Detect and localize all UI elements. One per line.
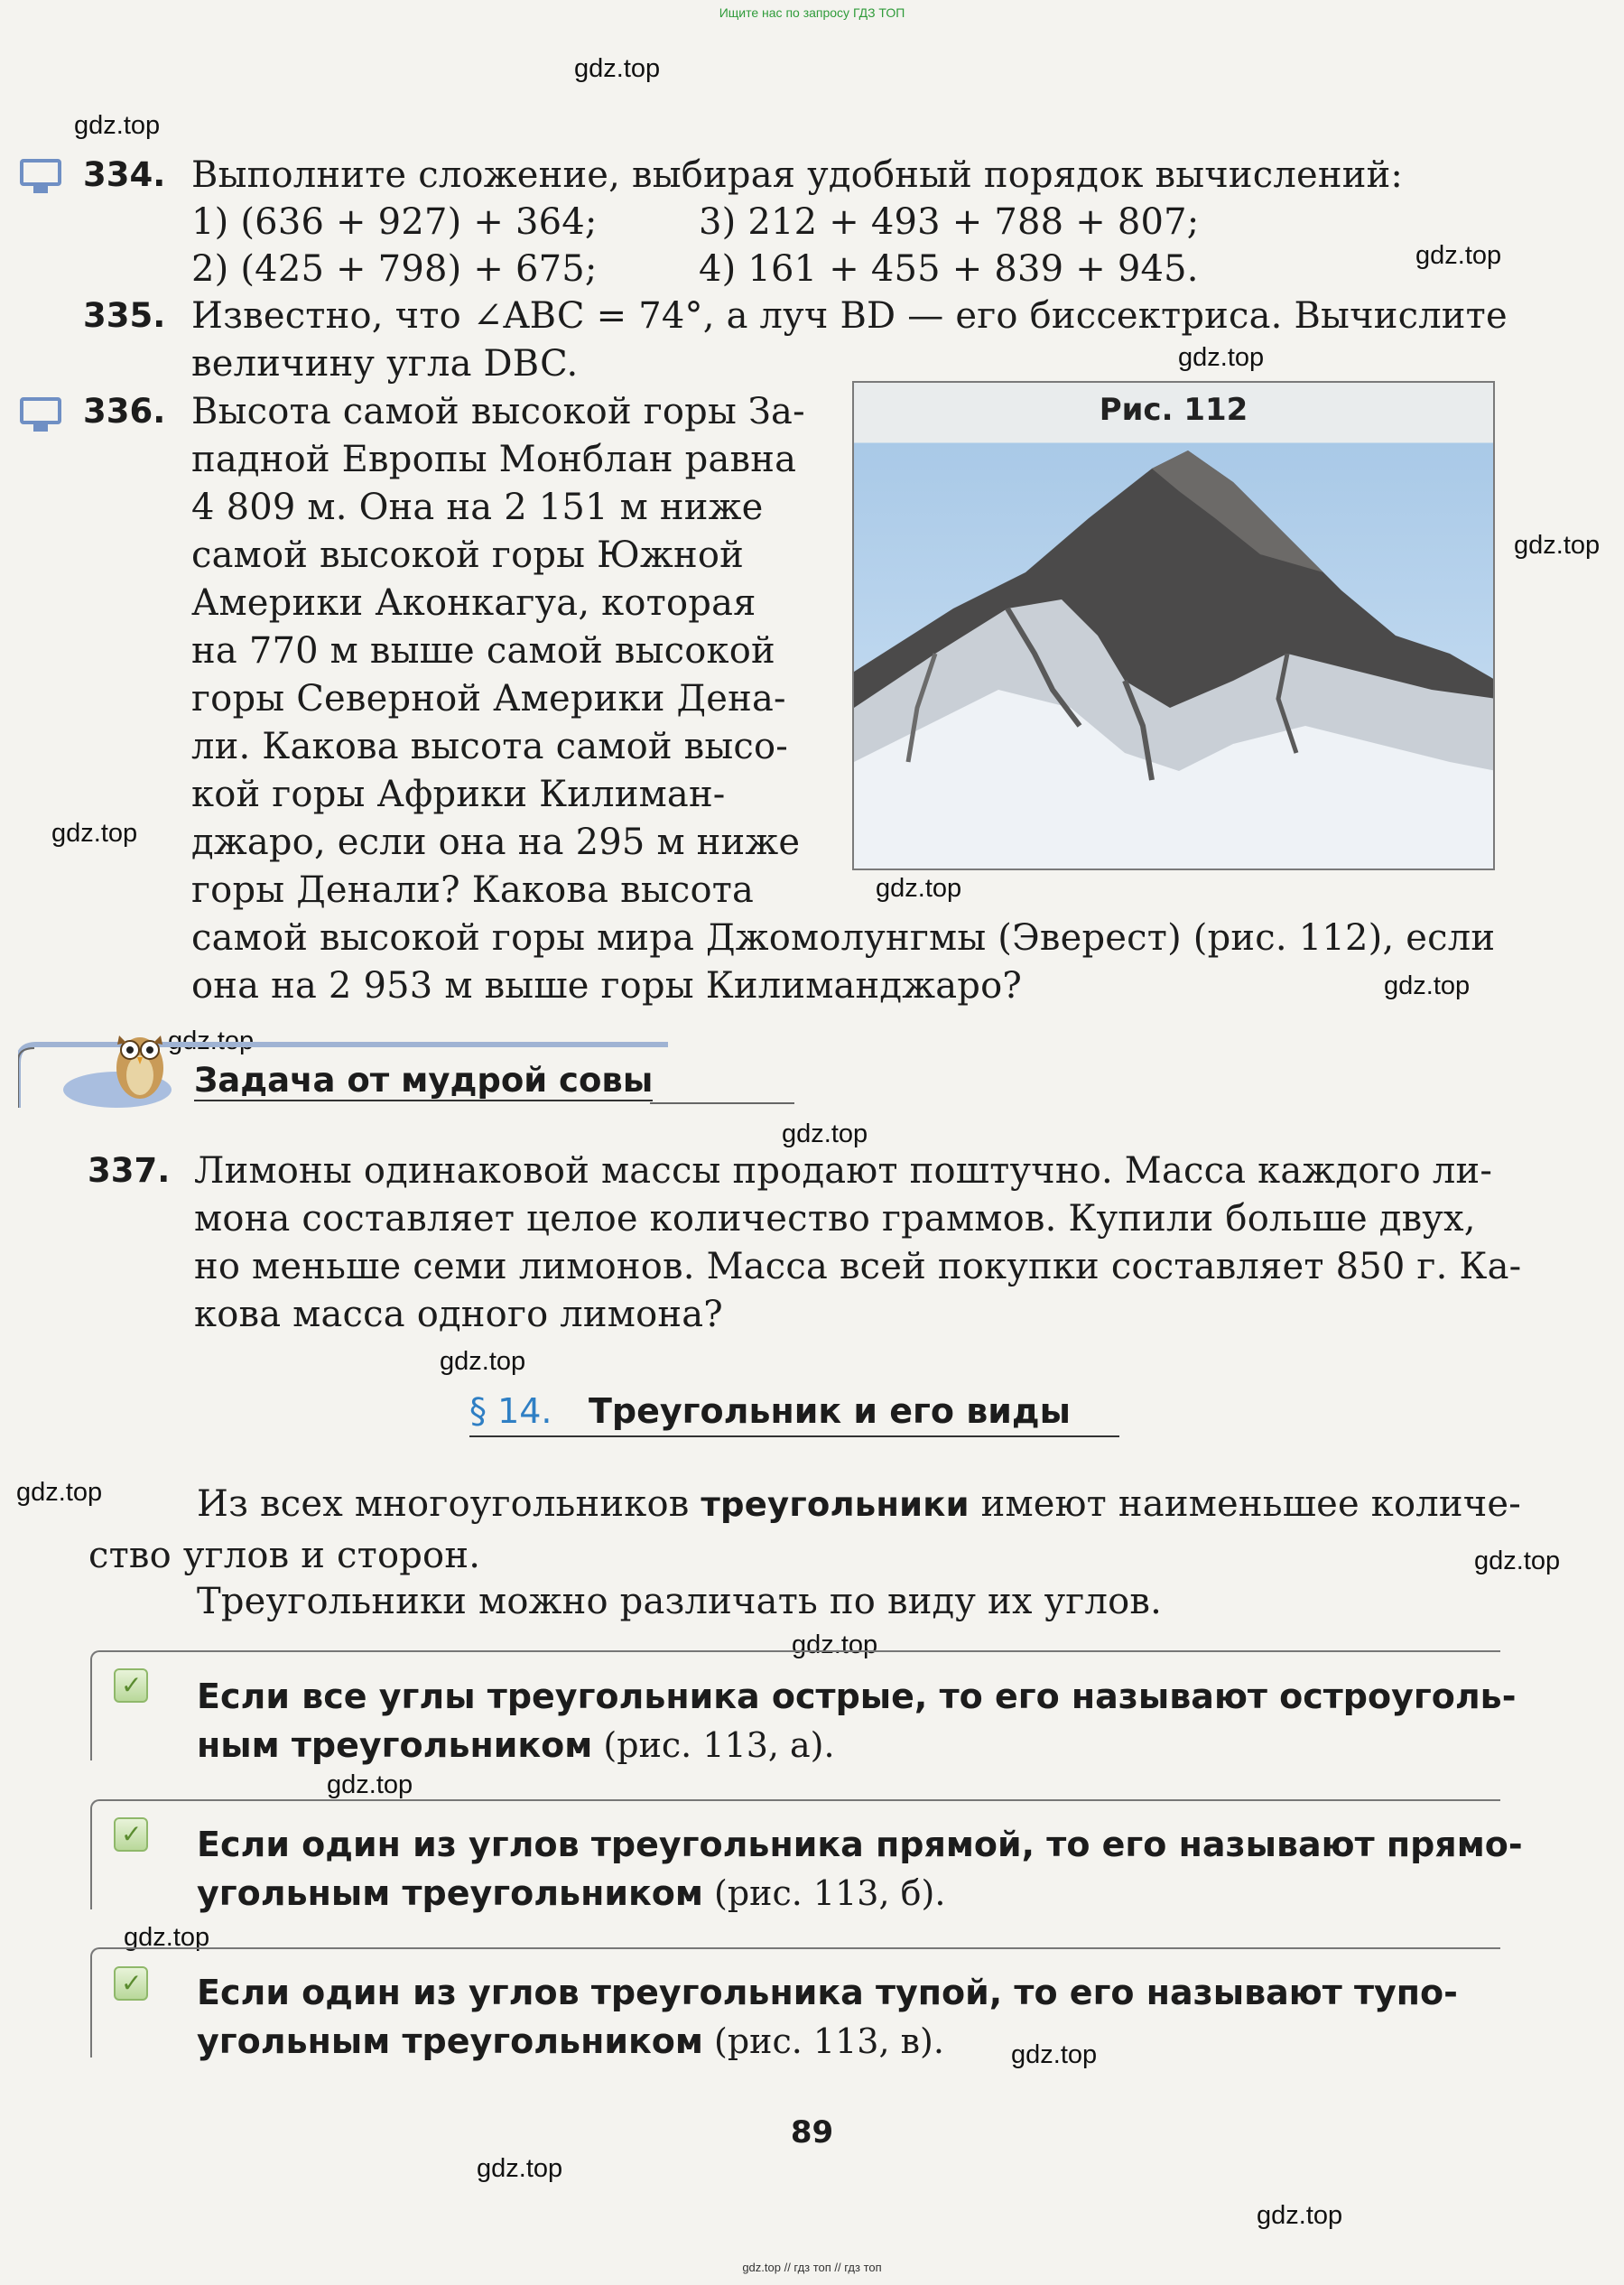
rule-reference: (рис. 113, а). [592,1725,835,1765]
term-triangles: треугольники [701,1485,970,1524]
problem-item: 3) 212 + 493 + 788 + 807; [699,201,1200,243]
watermark[interactable]: gdz.top [1384,971,1471,1000]
watermark[interactable]: gdz.top [876,874,962,903]
problem-text: на 770 м выше самой высокой [191,630,775,672]
section-sign: § 14. [469,1391,552,1431]
watermark[interactable]: gdz.top [1011,2040,1098,2069]
page-number: 89 [790,2114,834,2150]
intro-text-part: Из всех многоугольников [197,1483,701,1525]
watermark[interactable]: gdz.top [792,1630,878,1659]
footer-link[interactable]: gdz.top // гдз топ // гдз топ [742,2261,882,2274]
problem-text: она на 2 953 м выше горы Килиманджаро? [191,965,1023,1007]
watermark[interactable]: gdz.top [16,1478,103,1507]
intro-text [197,1481,1521,1528]
mountain-figure [852,381,1495,870]
owl-icon [108,1023,172,1104]
problem-text: ли. Какова высота самой высо- [191,726,788,767]
figure-caption: Рис. 112 [1099,392,1248,428]
watermark[interactable]: gdz.top [327,1770,413,1799]
rule-term: ным треугольником [197,1725,593,1765]
rule-text: Если один из углов треугольника тупой, то его называют тупо- [197,1973,1458,2012]
problem-item: 4) 161 + 455 + 839 + 945. [699,248,1199,290]
problem-number: 337. [88,1151,171,1190]
problem-text: самой высокой горы Южной [191,534,745,576]
problem-text: Известно, что ∠ABC = 74°, а луч BD — его биссектриса. Вычислите [191,295,1508,337]
rule-text: Если все углы треугольника острые, то его называют остроуголь- [197,1677,1517,1716]
header-link[interactable]: Ищите нас по запросу ГДЗ ТОП [719,5,905,20]
section-title: Треугольник и его виды [589,1391,1071,1431]
watermark[interactable]: gdz.top [782,1119,868,1148]
mountain-image [854,383,1495,870]
computer-icon [20,397,61,432]
problem-text: Выполните сложение, выбирая удобный порядок вычислений: [191,154,1404,196]
owl-task-header [18,1036,812,1108]
checkmark-icon: ✓ [114,1966,148,2001]
problem-text: самой высокой горы мира Джомолунгмы (Эверест) (рис. 112), если [191,917,1496,959]
problem-number: 335. [83,296,166,335]
rule-reference: (рис. 113, в). [702,2021,944,2061]
rule-term: угольным треугольником [197,2021,703,2061]
rule-text: Если один из углов треугольника прямой, то его называют прямо- [197,1825,1523,1864]
problem-item: 1) (636 + 927) + 364; [191,201,598,243]
section-underline [469,1435,1119,1437]
watermark[interactable]: gdz.top [51,819,138,848]
watermark[interactable]: gdz.top [74,111,161,140]
watermark[interactable]: gdz.top [1514,531,1601,560]
checkmark-icon: ✓ [114,1668,148,1703]
problem-text: 4 809 м. Она на 2 151 м ниже [191,487,764,528]
problem-number: 334. [83,155,166,194]
watermark[interactable]: gdz.top [1257,2201,1343,2230]
checkmark-icon: ✓ [114,1817,148,1852]
problem-text: горы Денали? Какова высота [191,869,755,911]
problem-text: мона составляет целое количество граммов. Купили больше двух, [194,1198,1476,1240]
problem-text: но меньше семи лимонов. Масса всей покупки составляет 850 г. Ка- [194,1246,1522,1287]
problem-text: кова масса одного лимона? [194,1294,723,1335]
rule-term: угольным треугольником [197,1873,703,1913]
problem-text: кой горы Африки Килиман- [191,774,726,815]
watermark[interactable]: gdz.top [574,54,661,83]
problem-text: Америки Аконкагуа, которая [191,582,756,624]
watermark[interactable]: gdz.top [1474,1547,1561,1575]
rule-text [197,1869,945,1918]
watermark[interactable]: gdz.top [168,1026,255,1055]
watermark[interactable]: gdz.top [1415,241,1502,270]
intro-text-part: имеют наименьшее количе- [969,1483,1521,1525]
rule-text [197,1721,835,1769]
problem-item: 2) (425 + 798) + 675; [191,248,598,290]
problem-text: падной Европы Монблан равна [191,439,797,480]
intro-text: Треугольники можно различать по виду их углов. [197,1581,1162,1622]
watermark[interactable]: gdz.top [477,2154,563,2183]
rule-reference: (рис. 113, б). [702,1873,946,1913]
owl-task-title: Задача от мудрой совы [194,1061,654,1100]
rule-text [197,2017,944,2066]
computer-icon [20,159,61,193]
watermark[interactable]: gdz.top [1178,343,1265,372]
problem-text: величину угла DBC. [191,343,579,385]
problem-text: горы Северной Америки Дена- [191,678,786,720]
intro-text: ство углов и сторон. [88,1535,481,1576]
problem-number: 336. [83,392,166,431]
watermark[interactable]: gdz.top [124,1923,210,1952]
problem-text: Лимоны одинаковой массы продают поштучно. Масса каждого ли- [194,1150,1493,1192]
watermark[interactable]: gdz.top [440,1347,526,1376]
problem-text: джаро, если она на 295 м ниже [191,822,801,863]
problem-text: Высота самой высокой горы За- [191,391,805,432]
